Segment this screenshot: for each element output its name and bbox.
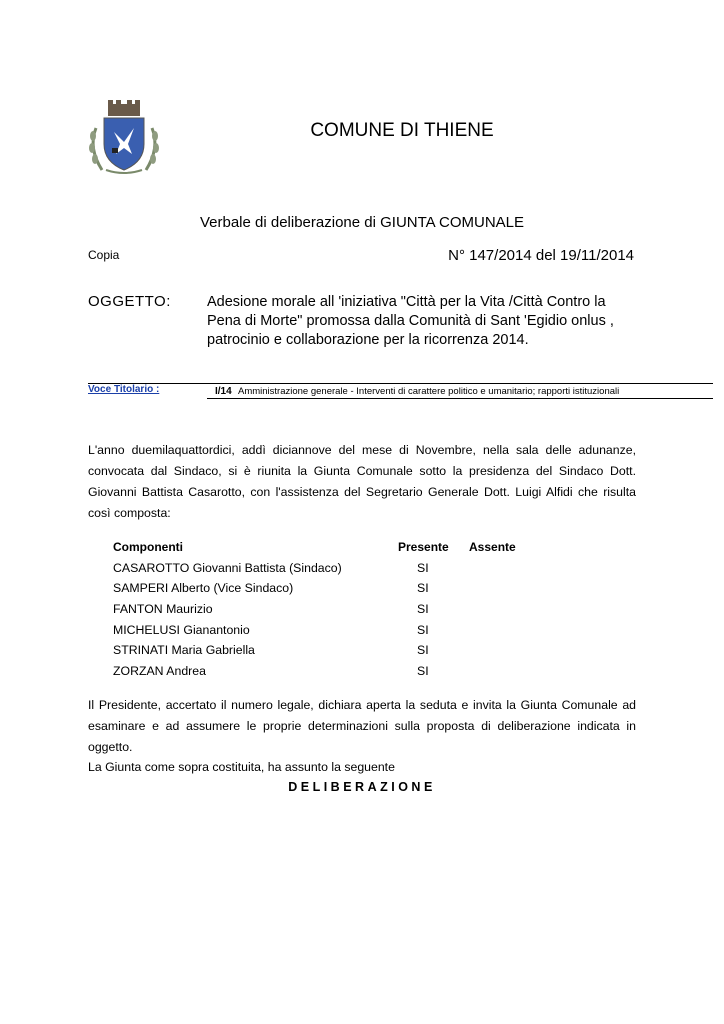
document-title: Verbale di deliberazione di GIUNTA COMUNALE (199, 214, 525, 231)
subject-line-2: Pena di Morte" promossa dalla Comunità di Sant 'Egidio onlus , (207, 313, 614, 329)
copy-label: Copia (88, 248, 120, 262)
member-presente: SI (417, 602, 429, 616)
member-name: STRINATI Maria Gabriella (113, 643, 255, 657)
titolario-code: I/14 (215, 386, 232, 397)
member-row (113, 561, 533, 581)
members-header-assente: Assente (469, 540, 516, 554)
closing-paragraph: Il Presidente, accertato il numero legale, dichiara aperta la seduta e invita la Giunta Comunale ad esaminare e ad assumere le proprie determinazioni sulla proposta di deliberazione indicata in oggetto. (88, 698, 636, 754)
member-name: SAMPERI Alberto (Vice Sindaco) (113, 581, 294, 595)
member-row (113, 623, 533, 643)
member-name: ZORZAN Andrea (113, 664, 206, 678)
municipality-title: COMUNE DI THIENE (310, 120, 494, 141)
member-row (113, 664, 533, 684)
member-row (113, 602, 533, 622)
titolario-label: Voce Titolario : (88, 384, 160, 395)
titolario-bottom-rule (207, 398, 713, 399)
subject-text (207, 293, 627, 350)
member-name: MICHELUSI Gianantonio (113, 623, 250, 637)
members-header-componenti: Componenti (113, 540, 183, 554)
deliberation-number: N° 147/2014 del 19/11/2014 (448, 247, 634, 264)
member-presente: SI (417, 581, 429, 595)
titolario-top-rule (88, 383, 713, 384)
subject-line-1: Adesione morale all 'iniziativa "Città per la Vita /Città Contro la (207, 294, 606, 310)
titolario-description: Amministrazione generale - Interventi di carattere politico e umanitario; rapporti istituzionali (238, 386, 620, 397)
member-presente: SI (417, 561, 429, 575)
subject-label: OGGETTO: (88, 293, 171, 310)
member-name: CASAROTTO Giovanni Battista (Sindaco) (113, 561, 342, 575)
member-row (113, 581, 533, 601)
member-presente: SI (417, 664, 429, 678)
member-presente: SI (417, 643, 429, 657)
member-row (113, 643, 533, 663)
subject-line-3: patrocinio e collaborazione per la ricorrenza 2014. (207, 332, 529, 348)
intro-paragraph: L'anno duemilaquattordici, addì diciannove del mese di Novembre, nella sala delle adunanze, convocata dal Sindaco, si è riunita la Giunta Comunale sotto la presidenza del Sindaco Dott. Giovanni Battista Casarotto, con l'assistenza del Segretario Generale Dott. Luigi Alfidi che risulta così composta: (88, 443, 636, 520)
deliberation-heading: DELIBERAZIONE (288, 780, 436, 794)
members-header-presente: Presente (398, 540, 449, 554)
member-name: FANTON Maurizio (113, 602, 213, 616)
member-presente: SI (417, 623, 429, 637)
giunta-statement: La Giunta come sopra costituita, ha assunto la seguente (88, 760, 395, 774)
